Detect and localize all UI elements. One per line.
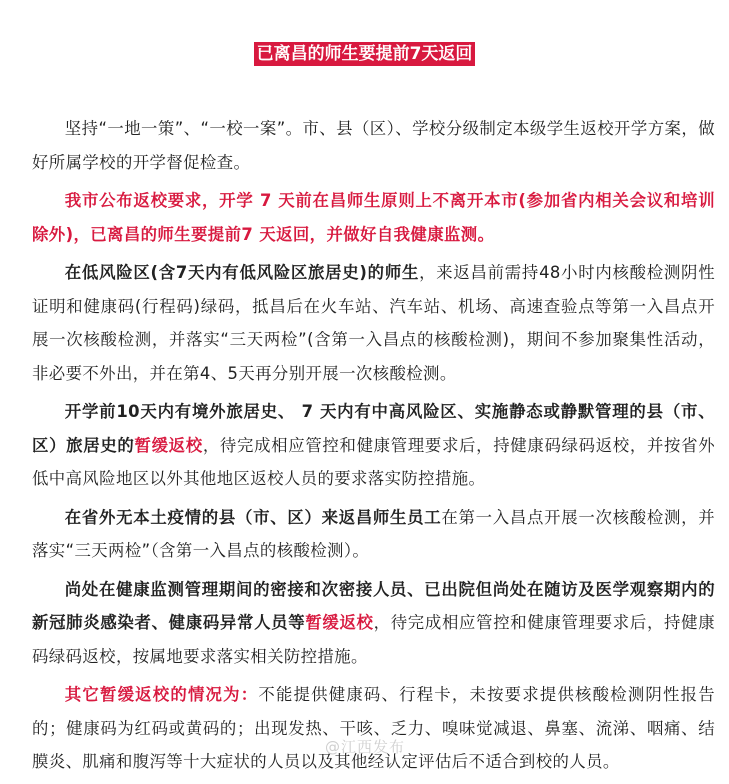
article-body bbox=[32, 112, 715, 784]
watermark: @江西发布 bbox=[325, 738, 406, 756]
paragraph-text: ，待完成相应管控和健康管理要求后，持健康码绿码返校，按属地要求落实相关防控措施。 bbox=[32, 613, 715, 666]
paragraph-text: 坚持“一地一策”、“一校一案”。市、县（区）、学校分级制定本级学生返校开学方案，做好所属学校的开学督促检查。 bbox=[32, 119, 715, 172]
paragraph-bold-lead: 在低风险区(含7天内有低风险区旅居史)的师生 bbox=[64, 263, 420, 282]
paragraph-other-cases bbox=[32, 678, 715, 779]
paragraph-text: ，待完成相应管控和健康管理要求后，持健康码绿码返校，并按省外低中高风险地区以外其他地区返校人员的要求落实防控措施。 bbox=[32, 435, 715, 488]
highlight-postpone: 暂缓返校 bbox=[305, 613, 374, 632]
paragraph-text: 在第一入昌点开展一次核酸检测，并落实“三天两检”（含第一入昌点的核酸检测）。 bbox=[32, 507, 715, 560]
paragraph-text: 不能提供健康码、行程卡，未按要求提供核酸检测阴性报告的；健康码为红码或黄码的；出现发热、干咳、乏力、嗅味觉减退、鼻塞、流涕、咽痛、结膜炎、肌痛和腹泻等十大症状的人员以及其他经认定评估后不适合到校的人员。 bbox=[32, 685, 715, 771]
highlight-postpone: 暂缓返校 bbox=[134, 435, 203, 455]
highlight-other-cases: 其它暂缓返校的情况为： bbox=[64, 685, 259, 704]
paragraph-text: ，来返昌前需持48小时内核酸检测阴性证明和健康码(行程码)绿码，抵昌后在火车站、汽车站、机场、高速查验点等第一入昌点开展一次核酸检测，并落实“三天两检”(含第一入昌点的核酸检测)，期间不参加聚集性活动， 非必要不外出，并在第4、5天再分别开展一次核酸检测。 bbox=[32, 263, 715, 383]
paragraph-high-risk bbox=[32, 395, 715, 496]
article-title: 已离昌的师生要提前7天返回 bbox=[254, 42, 476, 66]
title-wrap bbox=[0, 42, 729, 66]
paragraph-text: 我市公布返校要求，开学 7 天前在昌师生原则上不离开本市(参加省内相关会议和培训除外)，已离昌的师生要提前7 天返回，并做好自我健康监测。 bbox=[32, 191, 715, 244]
paragraph-bold-lead: 开学前10天内有境外旅居史、 7 天内有中高风险区、实施静态或静默管理的县（市、区）旅居史的 bbox=[32, 402, 715, 455]
paragraph-bold-lead: 在省外无本土疫情的县（市、区）来返昌师生员工 bbox=[64, 507, 442, 527]
paragraph-low-risk bbox=[32, 256, 715, 390]
paragraph-bold-lead: 尚处在健康监测管理期间的密接和次密接人员、已出院但尚处在随访及医学观察期内的新冠肺炎感染者、健康码异常人员等 bbox=[32, 579, 715, 632]
paragraph-plan bbox=[32, 112, 715, 179]
paragraph-close-contacts bbox=[32, 573, 715, 674]
paragraph-return-requirement bbox=[32, 184, 715, 251]
paragraph-outside-province bbox=[32, 501, 715, 568]
